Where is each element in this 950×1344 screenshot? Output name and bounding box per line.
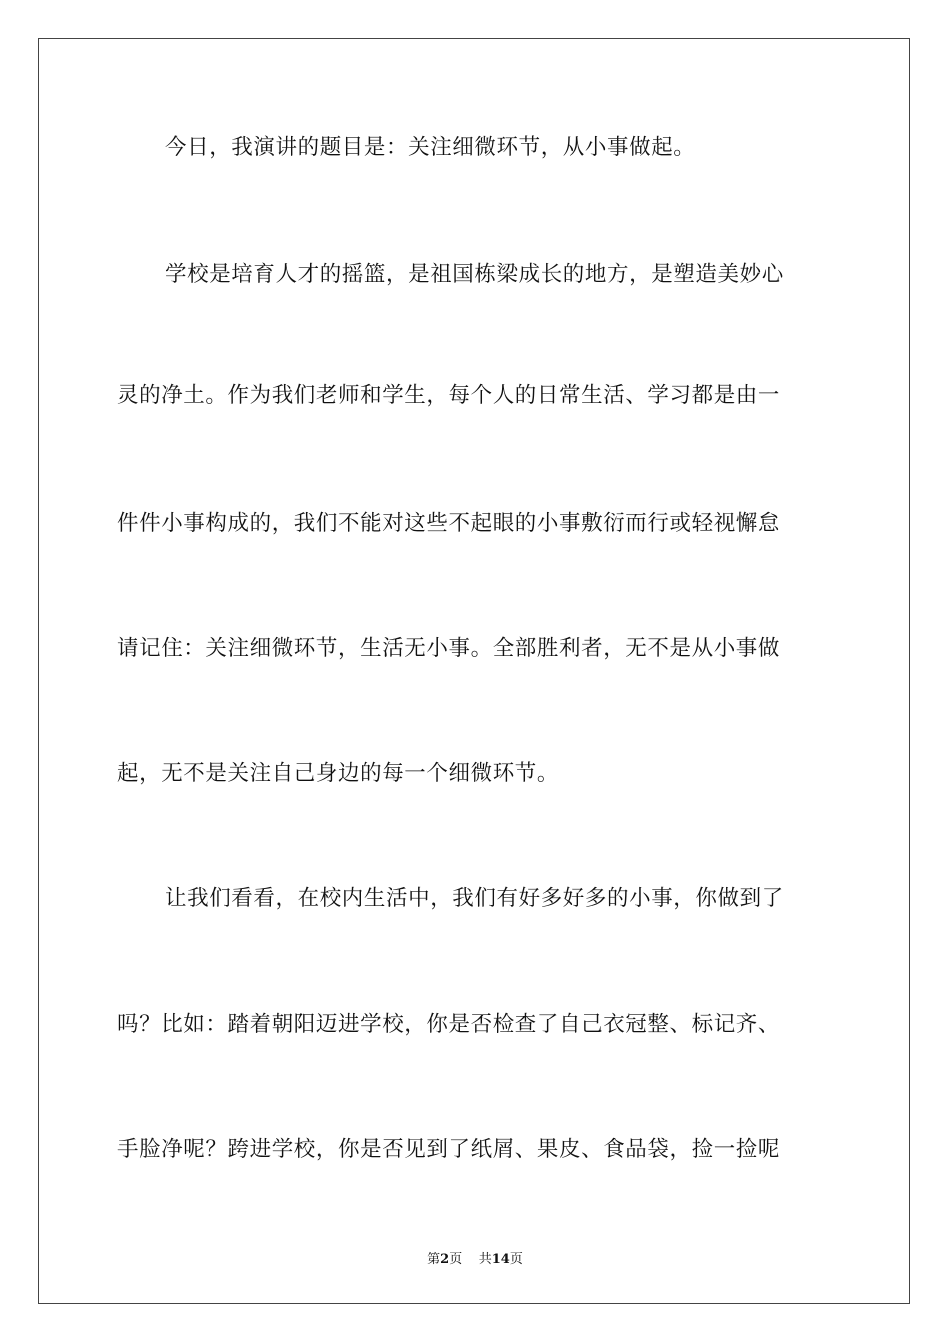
paragraph-line-1: 今日，我演讲的题目是：关注细微环节，从小事做起。 <box>165 135 696 160</box>
paragraph-line-5: 请记住：关注细微环节，生活无小事。全部胜利者，无不是从小事做 <box>117 636 781 661</box>
footer-total-suffix: 页 <box>509 1252 523 1267</box>
footer-page-prefix: 第 <box>427 1252 441 1267</box>
paragraph-line-4: 件件小事构成的，我们不能对这些不起眼的小事敷衍而行或轻视懈怠 <box>117 511 781 536</box>
paragraph-line-3: 灵的净土。作为我们老师和学生，每个人的日常生活、学习都是由一 <box>117 383 781 408</box>
paragraph-line-2: 学校是培育人才的摇篮，是祖国栋梁成长的地方，是塑造美妙心 <box>165 262 784 287</box>
footer-total-prefix: 共 <box>478 1252 492 1267</box>
page-footer <box>0 1248 950 1267</box>
footer-page-number: 2 <box>440 1252 450 1267</box>
footer-total-pages: 14 <box>491 1252 510 1267</box>
paragraph-line-8: 吗？比如：踏着朝阳迈进学校，你是否检查了自己衣冠整、标记齐、 <box>117 1012 781 1037</box>
paragraph-line-7: 让我们看看，在校内生活中，我们有好多好多的小事，你做到了 <box>165 886 784 911</box>
paragraph-line-6: 起，无不是关注自己身边的每一个细微环节。 <box>117 761 560 786</box>
footer-page-suffix: 页 <box>449 1252 463 1267</box>
paragraph-line-9: 手脸净呢？跨进学校，你是否见到了纸屑、果皮、食品袋，捡一捡呢 <box>117 1137 781 1162</box>
page-border <box>38 38 910 1304</box>
